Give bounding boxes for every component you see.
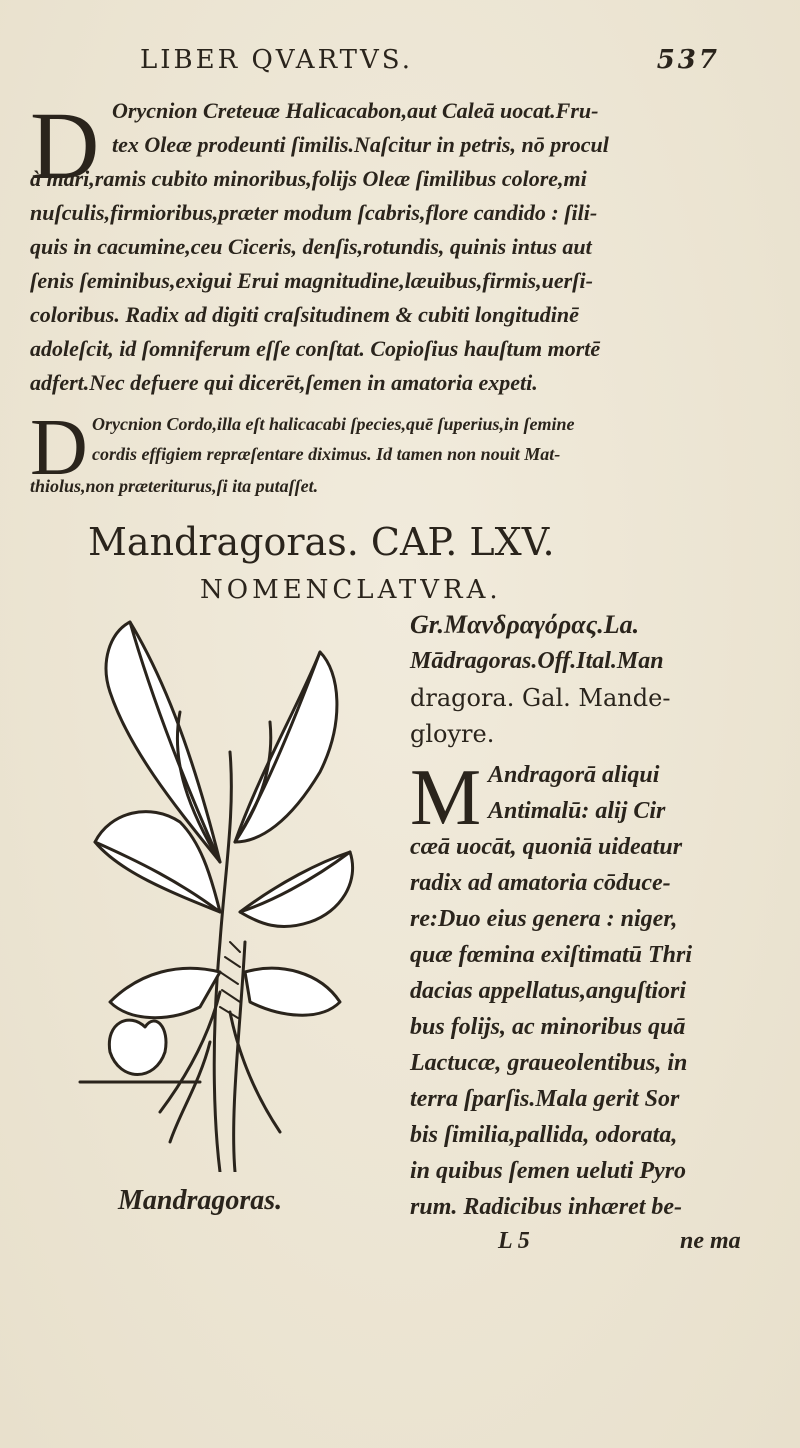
para1-line: adfert.Nec defuere qui dicerēt,ſemen in amatoria expeti. <box>30 370 538 395</box>
nomenclature-line: Gr.Μανδραγόρας.La. <box>410 610 640 639</box>
running-header <box>140 45 720 85</box>
para1-line: tex Oleæ prodeunti ſimilis.Naſcitur in petris, nō procul <box>112 132 609 157</box>
para1-line: coloribus. Radix ad digiti craſsitudinem & cubiti longitudinē <box>30 302 579 327</box>
para2-line: cordis effigiem repræſentare diximus. Id tamen non nouit Mat- <box>92 444 561 464</box>
right-para-line: Andragorā aliqui <box>488 762 660 788</box>
para1-line: quis in cacumine,ceu Ciceris, denſis,rotundis, quinis intus aut <box>30 234 592 259</box>
mandrake-woodcut-illustration <box>70 612 370 1172</box>
right-para-line: cæā uocāt, quoniā uideatur <box>410 834 683 860</box>
right-para-line: radix ad amatoria cōduce- <box>410 870 671 896</box>
right-para-line: Lactucæ, graueolentibus, in <box>410 1050 688 1076</box>
dropcap-d-1: D <box>30 92 100 199</box>
nomenclature-line: dragora. Gal. Mande- <box>410 684 671 712</box>
right-para-line: terra ſparſis.Mala gerit Sor <box>410 1086 680 1112</box>
nomenclature-line: gloyre. <box>410 720 495 748</box>
chapter-heading: Mandragoras. CAP. LXV. <box>88 520 555 564</box>
right-para-line: dacias appellatus,anguſtiori <box>410 978 687 1004</box>
illustration-caption: Mandragoras. <box>118 1185 283 1216</box>
right-para-line: Antimalū: alij Cir <box>488 798 666 824</box>
para2-line: Orycnion Cordo,illa eſt halicacabi ſpecies,quē ſuperius,in ſemine <box>92 414 575 434</box>
dropcap-m: M <box>410 754 482 842</box>
right-para-line: quæ fœmina exiſtimatū Thri <box>410 942 693 968</box>
nomenclature-line: Mādragoras.Off.Ital.Man <box>410 648 664 674</box>
right-para-line: bis ſimilia,pallida, odorata, <box>410 1122 678 1148</box>
para1-line: à mari,ramis cubito minoribus,folijs Oleæ ſimilibus colore,mi <box>30 166 587 191</box>
header-title: LIBER QVARTVS. <box>140 45 413 75</box>
right-para-line: rum. Radicibus inhæret be- <box>410 1194 683 1220</box>
para1-line: ſenis ſeminibus,exigui Erui magnitudine,læuibus,firmis,uerſi- <box>30 268 593 293</box>
para1-line: nuſculis,firmioribus,præter modum ſcabris,flore candido : ſili- <box>30 200 598 225</box>
section-heading: NOMENCLATVRA. <box>200 575 502 605</box>
right-para-line: re:Duo eius genera : niger, <box>410 906 678 932</box>
catchword: ne ma <box>680 1228 741 1254</box>
para1-line: Orycnion Creteuæ Halicacabon,aut Caleā uocat.Fru- <box>112 98 599 123</box>
signature-mark: L 5 <box>498 1228 530 1254</box>
right-para-line: bus folijs, ac minoribus quā <box>410 1014 686 1040</box>
dropcap-d-2: D <box>30 404 88 492</box>
page-number: 537 <box>656 45 720 75</box>
para1-line: adoleſcit, id ſomniferum eſſe conſtat. Copioſius hauſtum mortē <box>30 336 601 361</box>
para2-line: thiolus,non præteriturus,ſi ita putaſſet. <box>30 476 319 496</box>
right-para-line: in quibus ſemen ueluti Pyro <box>410 1158 687 1184</box>
